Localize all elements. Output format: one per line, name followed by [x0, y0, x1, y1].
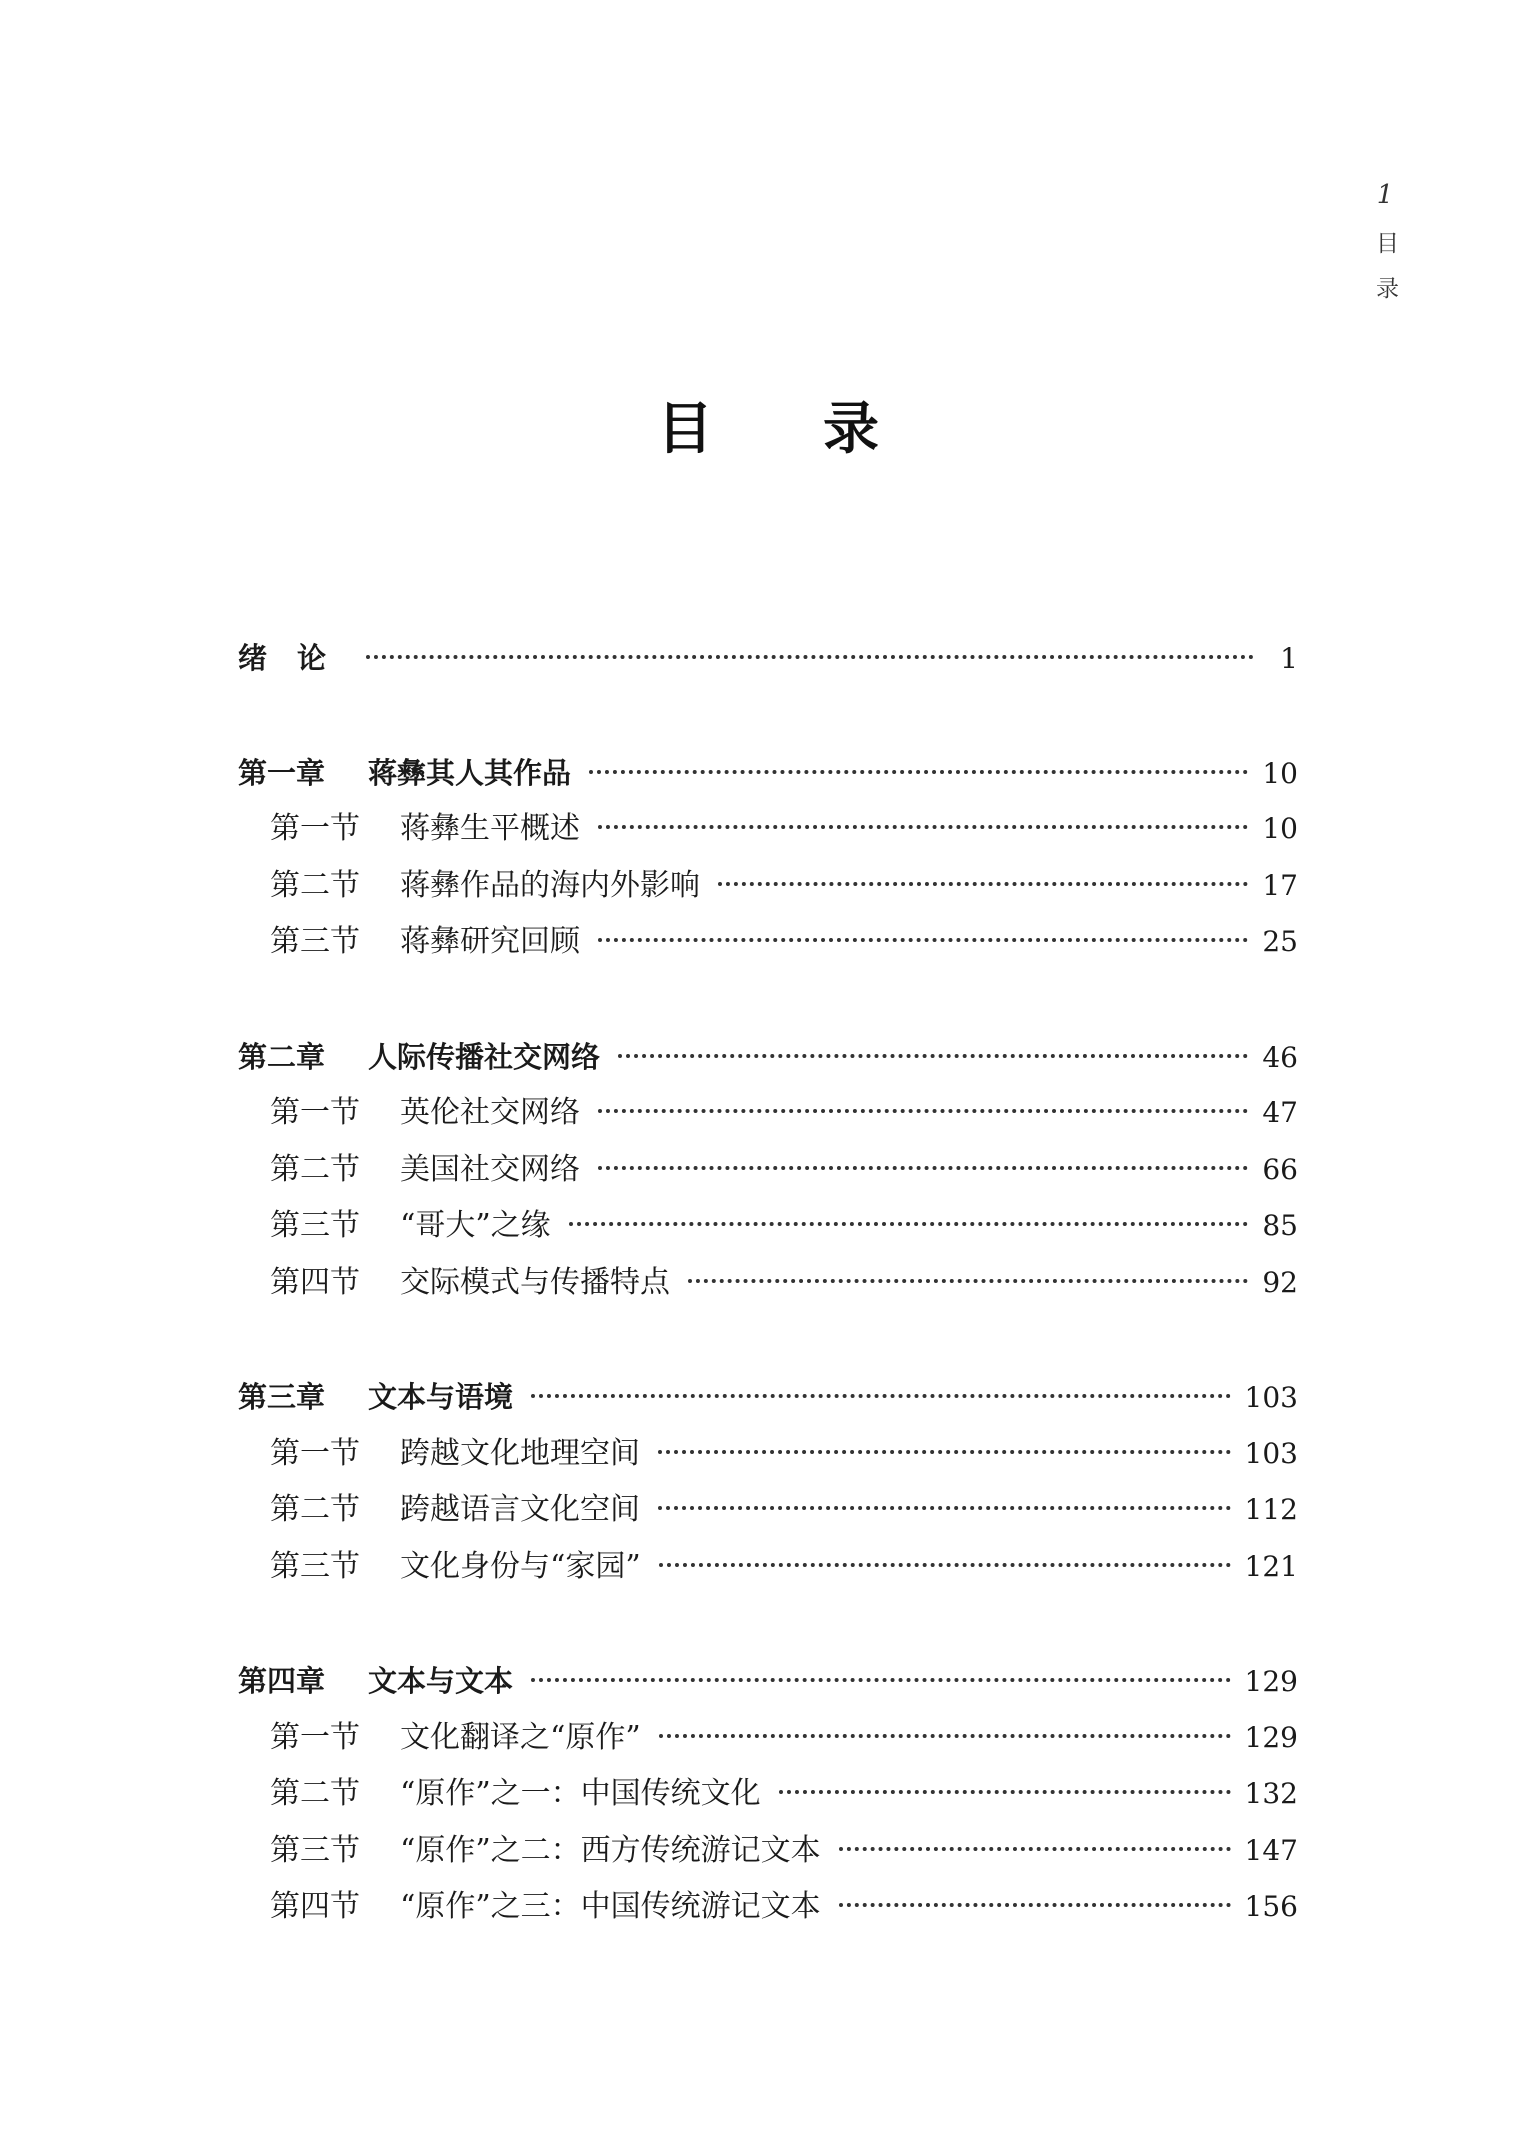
entry-page-number: 85 [1262, 1209, 1298, 1242]
entry-page-number: 121 [1244, 1549, 1298, 1583]
dot-leader [618, 1054, 1248, 1058]
entry-title: 蒋彝其人其作品 [368, 755, 572, 790]
entry-page-number: 147 [1244, 1833, 1298, 1867]
dot-leader [366, 655, 1254, 659]
entry-title: 文化翻译之“原作” [400, 1719, 641, 1755]
toc-section-entry[interactable] [238, 1710, 1298, 1767]
entry-page-number: 132 [1244, 1777, 1298, 1810]
toc-chapter-entry[interactable] [238, 630, 1298, 687]
toc-section-entry[interactable] [238, 1482, 1298, 1539]
entry-page-number: 10 [1262, 812, 1298, 845]
entry-title: 交际模式与传播特点 [400, 1264, 670, 1300]
table-of-contents [238, 630, 1298, 1994]
entry-page-number: 112 [1244, 1493, 1298, 1526]
entry-title: 文化身份与“家园” [400, 1548, 641, 1584]
entry-title: 跨越文化地理空间 [400, 1435, 640, 1471]
toc-section-entry[interactable] [238, 801, 1298, 858]
page-title: 目录 [657, 397, 989, 462]
toc-group [238, 1369, 1298, 1595]
dot-leader [779, 1790, 1231, 1794]
toc-group [238, 745, 1298, 971]
dot-leader [589, 770, 1248, 774]
toc-group [238, 630, 1298, 687]
entry-title: 蒋彝作品的海内外影响 [400, 867, 700, 903]
entry-title: 文本与语境 [368, 1380, 514, 1414]
entry-number: 第二节 [270, 1492, 360, 1527]
entry-title: 英伦社交网络 [400, 1095, 580, 1130]
toc-group [238, 1029, 1298, 1312]
entry-page-number: 46 [1262, 1040, 1298, 1074]
dot-leader [718, 882, 1248, 886]
entry-title: “原作”之一：中国传统文化 [400, 1776, 761, 1811]
entry-page-number: 92 [1262, 1265, 1298, 1299]
toc-section-entry[interactable] [238, 1255, 1298, 1312]
dot-leader [658, 1450, 1231, 1454]
entry-page-number: 129 [1244, 1720, 1298, 1754]
entry-number: 第一节 [270, 1095, 360, 1130]
page-number: 1 [1376, 180, 1394, 210]
entry-page-number: 156 [1244, 1890, 1298, 1923]
toc-section-entry[interactable] [238, 914, 1298, 971]
entry-number: 第三节 [270, 1832, 360, 1868]
entry-number: 第二节 [270, 1151, 360, 1187]
toc-chapter-entry[interactable] [238, 1369, 1298, 1426]
toc-section-entry[interactable] [238, 1879, 1298, 1936]
dot-leader [688, 1279, 1248, 1283]
dot-leader [839, 1903, 1231, 1907]
entry-number: 第一节 [270, 1435, 360, 1471]
dot-leader [658, 1506, 1231, 1510]
toc-section-entry[interactable] [238, 1426, 1298, 1483]
dot-leader [598, 938, 1248, 942]
entry-page-number: 1 [1280, 642, 1298, 675]
dot-leader [598, 1109, 1248, 1113]
dot-leader [839, 1847, 1231, 1851]
entry-number: 第一章 [238, 755, 326, 790]
entry-page-number: 103 [1244, 1436, 1298, 1470]
entry-number: 第一节 [270, 1719, 360, 1755]
toc-chapter-entry[interactable] [238, 1029, 1298, 1086]
entry-title: 文本与文本 [368, 1664, 514, 1698]
entry-page-number: 47 [1262, 1096, 1298, 1129]
entry-title: 蒋彝研究回顾 [400, 924, 580, 959]
toc-group [238, 1653, 1298, 1936]
entry-title: 跨越语言文化空间 [400, 1492, 640, 1527]
entry-title: “原作”之二：西方传统游记文本 [400, 1832, 821, 1868]
toc-section-entry[interactable] [238, 1539, 1298, 1596]
dot-leader [659, 1563, 1231, 1567]
entry-page-number: 17 [1262, 868, 1298, 902]
entry-number: 第二节 [270, 867, 360, 903]
entry-number: 第三节 [270, 1548, 360, 1584]
entry-title: 人际传播社交网络 [368, 1039, 601, 1074]
entry-page-number: 10 [1262, 756, 1298, 790]
entry-number: 第四节 [270, 1889, 360, 1924]
entry-number: 第四章 [238, 1664, 326, 1698]
dot-leader [598, 825, 1248, 829]
entry-title: “原作”之三：中国传统游记文本 [400, 1889, 821, 1924]
entry-number: 第三章 [238, 1380, 326, 1414]
entry-number: 第四节 [270, 1264, 360, 1300]
entry-title: “哥大”之缘 [400, 1208, 551, 1243]
entry-number: 第一节 [270, 811, 360, 846]
entry-page-number: 66 [1262, 1152, 1298, 1186]
entry-page-number: 129 [1244, 1665, 1298, 1698]
toc-section-entry[interactable] [238, 1198, 1298, 1255]
entry-number: 第三节 [270, 1208, 360, 1243]
dot-leader [659, 1734, 1231, 1738]
dot-leader [569, 1222, 1249, 1226]
toc-section-entry[interactable] [238, 1085, 1298, 1142]
entry-number: 第三节 [270, 924, 360, 959]
toc-section-entry[interactable] [238, 1823, 1298, 1880]
toc-chapter-entry[interactable] [238, 745, 1298, 802]
entry-title: 绪论 [238, 641, 357, 675]
entry-page-number: 103 [1244, 1381, 1298, 1414]
entry-number: 第二章 [238, 1039, 326, 1074]
entry-page-number: 25 [1262, 925, 1298, 958]
toc-section-entry[interactable] [238, 1766, 1298, 1823]
dot-leader [531, 1678, 1231, 1682]
toc-chapter-entry[interactable] [238, 1653, 1298, 1710]
running-head [1340, 175, 1430, 321]
toc-section-entry[interactable] [238, 858, 1298, 915]
entry-title: 美国社交网络 [400, 1151, 580, 1187]
running-head-text: 目录 [1372, 231, 1398, 321]
entry-number: 第二节 [270, 1776, 360, 1811]
entry-title: 蒋彝生平概述 [400, 811, 580, 846]
toc-section-entry[interactable] [238, 1142, 1298, 1199]
dot-leader [531, 1394, 1231, 1398]
dot-leader [598, 1166, 1248, 1170]
